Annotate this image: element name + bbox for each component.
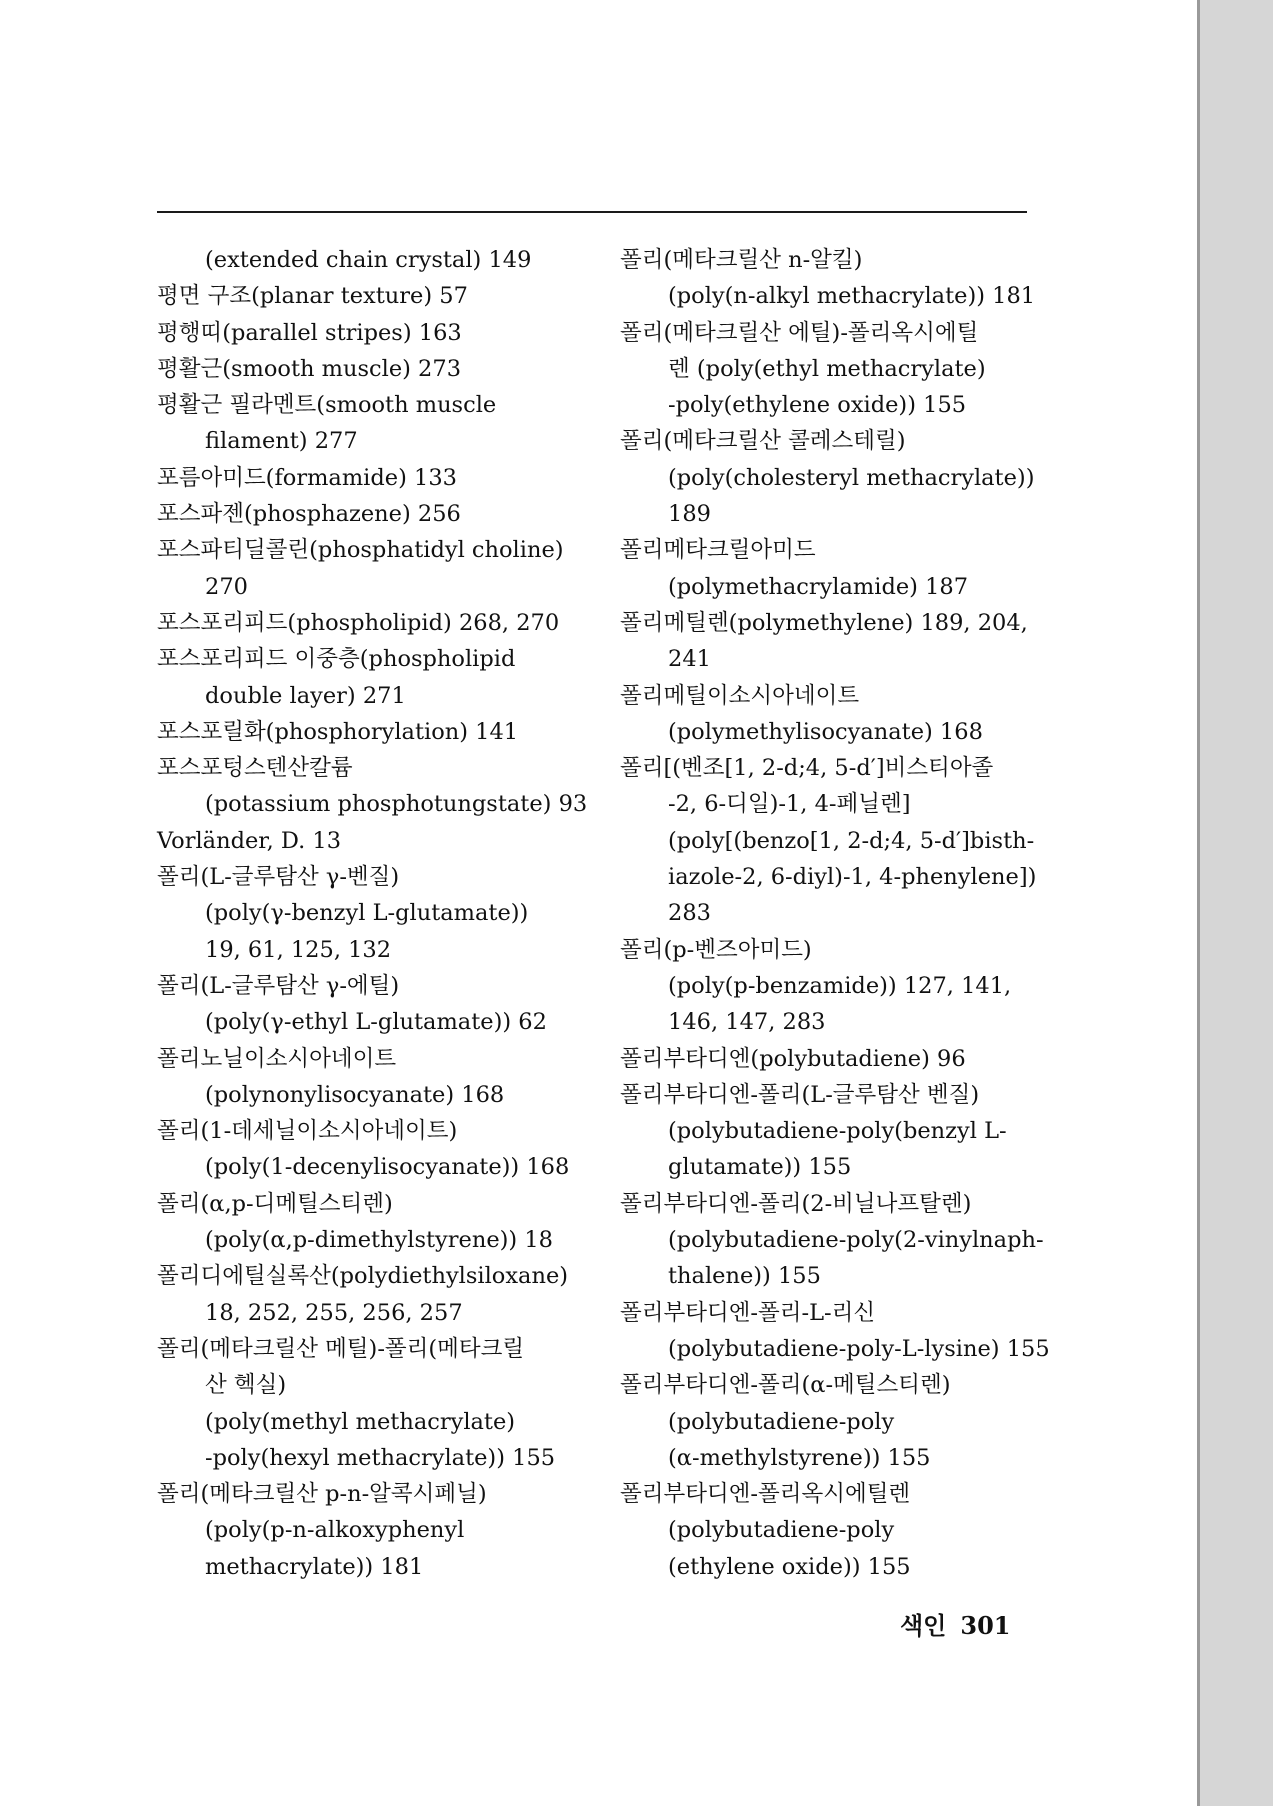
index-line: 283 bbox=[668, 900, 711, 927]
index-line: (polybutadiene-poly bbox=[668, 1517, 895, 1544]
index-line: (poly(α,p-dimethylstyrene)) 18 bbox=[205, 1227, 553, 1254]
index-line: 포스포텅스텐산칼륨 bbox=[157, 755, 353, 782]
index-line: 평활근(smooth muscle) 273 bbox=[157, 355, 462, 382]
index-line: 포스포리피드(phospholipid) 268, 270 bbox=[157, 609, 560, 636]
index-line: -poly(hexyl methacrylate)) 155 bbox=[205, 1444, 556, 1471]
index-line: 평행띠(parallel stripes) 163 bbox=[157, 319, 462, 346]
index-line: glutamate)) 155 bbox=[668, 1154, 852, 1181]
index-line: (poly(p-n-alkoxyphenyl bbox=[205, 1517, 465, 1544]
index-line: (α-methylstyrene)) 155 bbox=[668, 1444, 931, 1471]
index-line: -poly(ethylene oxide)) 155 bbox=[668, 392, 967, 419]
index-line: 폴리(메타크릴산 콜레스테릴) bbox=[620, 428, 906, 455]
index-line: 241 bbox=[668, 646, 711, 673]
index-line: (polybutadiene-poly(benzyl L- bbox=[668, 1118, 1007, 1145]
index-line: thalene)) 155 bbox=[668, 1263, 821, 1290]
index-line: 폴리메틸이소시아네이트 bbox=[620, 682, 860, 709]
index-line: 포스파티딜콜린(phosphatidyl choline) bbox=[157, 537, 564, 564]
index-line: (ethylene oxide)) 155 bbox=[668, 1553, 911, 1580]
index-line: double layer) 271 bbox=[205, 682, 406, 709]
index-line: (poly(methyl methacrylate) bbox=[205, 1408, 516, 1435]
index-line: 렌 (poly(ethyl methacrylate) bbox=[668, 355, 986, 382]
index-line: 포름아미드(formamide) 133 bbox=[157, 464, 457, 491]
index-line: 폴리부타디엔(polybutadiene) 96 bbox=[620, 1045, 966, 1072]
index-line: 폴리디에틸실록산(polydiethylsiloxane) bbox=[157, 1263, 569, 1290]
page-footer bbox=[900, 1606, 1024, 1641]
index-line: 평활근 필라멘트(smooth muscle bbox=[157, 392, 497, 419]
index-line: 포스파젠(phosphazene) 256 bbox=[157, 501, 461, 528]
page-number: 301 bbox=[960, 1611, 1011, 1640]
index-line: (potassium phosphotungstate) 93 bbox=[205, 791, 588, 818]
index-line: 폴리(메타크릴산 에틸)-폴리옥시에틸 bbox=[620, 319, 979, 346]
index-line: methacrylate)) 181 bbox=[205, 1553, 424, 1580]
index-line: (polybutadiene-poly(2-vinylnaph- bbox=[668, 1227, 1044, 1254]
index-line: 폴리부타디엔-폴리(L-글루탐산 벤질) bbox=[620, 1081, 980, 1108]
index-line: 폴리(p-벤즈아미드) bbox=[620, 936, 812, 963]
index-line: 폴리메타크릴아미드 bbox=[620, 537, 816, 564]
footer-section-label: 색인 bbox=[900, 1611, 947, 1640]
index-line: Vorländer, D. 13 bbox=[157, 827, 342, 854]
index-line: (polymethylisocyanate) 168 bbox=[668, 718, 983, 745]
index-line: 폴리노닐이소시아네이트 bbox=[157, 1045, 397, 1072]
index-line: -2, 6-디일)-1, 4-페닐렌] bbox=[668, 791, 911, 818]
index-line: 포스포릴화(phosphorylation) 141 bbox=[157, 718, 519, 745]
index-line: (poly(γ-benzyl L-glutamate)) bbox=[205, 900, 529, 927]
index-line: 폴리부타디엔-폴리(2-비닐나프탈렌) bbox=[620, 1190, 972, 1217]
index-line: 18, 252, 255, 256, 257 bbox=[205, 1299, 463, 1326]
index-line: 폴리부타디엔-폴리옥시에틸렌 bbox=[620, 1481, 911, 1508]
index-line: 폴리(메타크릴산 n-알킬) bbox=[620, 247, 863, 273]
index-line: (extended chain crystal) 149 bbox=[205, 247, 532, 273]
index-line: 산 헥실) bbox=[205, 1372, 287, 1399]
index-line: 폴리부타디엔-폴리-L-리신 bbox=[620, 1299, 876, 1326]
index-line: 폴리(메타크릴산 p-n-알콕시페닐) bbox=[157, 1481, 487, 1508]
index-line: 폴리[(벤조[1, 2-d;4, 5-d′]비스티아졸 bbox=[620, 755, 994, 782]
index-column-left bbox=[157, 242, 592, 1585]
index-line: (poly(cholesteryl methacrylate)) bbox=[668, 464, 1035, 491]
header-rule bbox=[157, 211, 1027, 213]
index-line: 폴리메틸렌(polymethylene) 189, 204, bbox=[620, 609, 1028, 636]
index-line: 폴리(α,p-디메틸스티렌) bbox=[157, 1190, 393, 1217]
index-line: 146, 147, 283 bbox=[668, 1009, 826, 1036]
index-line: 폴리(L-글루탐산 γ-벤질) bbox=[157, 864, 400, 891]
index-line: (poly(1-decenylisocyanate)) 168 bbox=[205, 1154, 570, 1181]
index-line: 포스포리피드 이중층(phospholipid bbox=[157, 646, 516, 673]
index-line: (poly[(benzo[1, 2-d;4, 5-d′]bisth- bbox=[668, 827, 1035, 854]
index-line: 폴리부타디엔-폴리(α-메틸스티렌) bbox=[620, 1372, 951, 1399]
index-line: (poly(n-alkyl methacrylate)) 181 bbox=[668, 283, 1036, 310]
index-line: 189 bbox=[668, 501, 711, 528]
index-line: 270 bbox=[205, 573, 248, 600]
index-line: iazole-2, 6-diyl)-1, 4-phenylene]) bbox=[668, 864, 1037, 891]
index-column-right bbox=[620, 242, 1050, 1585]
index-line: 폴리(메타크릴산 메틸)-폴리(메타크릴 bbox=[157, 1335, 525, 1362]
index-line: filament) 277 bbox=[205, 428, 358, 455]
index-line: (poly(p-benzamide)) 127, 141, bbox=[668, 972, 1012, 999]
index-line: (poly(γ-ethyl L-glutamate)) 62 bbox=[205, 1009, 547, 1036]
index-line: 19, 61, 125, 132 bbox=[205, 936, 392, 963]
index-line: (polybutadiene-poly-L-lysine) 155 bbox=[668, 1335, 1050, 1362]
index-line: (polymethacrylamide) 187 bbox=[668, 573, 969, 600]
index-line: (polynonylisocyanate) 168 bbox=[205, 1081, 505, 1108]
index-line: 평면 구조(planar texture) 57 bbox=[157, 283, 468, 310]
index-line: 폴리(L-글루탐산 γ-에틸) bbox=[157, 972, 400, 999]
index-line: (polybutadiene-poly bbox=[668, 1408, 895, 1435]
index-line: 폴리(1-데세닐이소시아네이트) bbox=[157, 1118, 458, 1145]
